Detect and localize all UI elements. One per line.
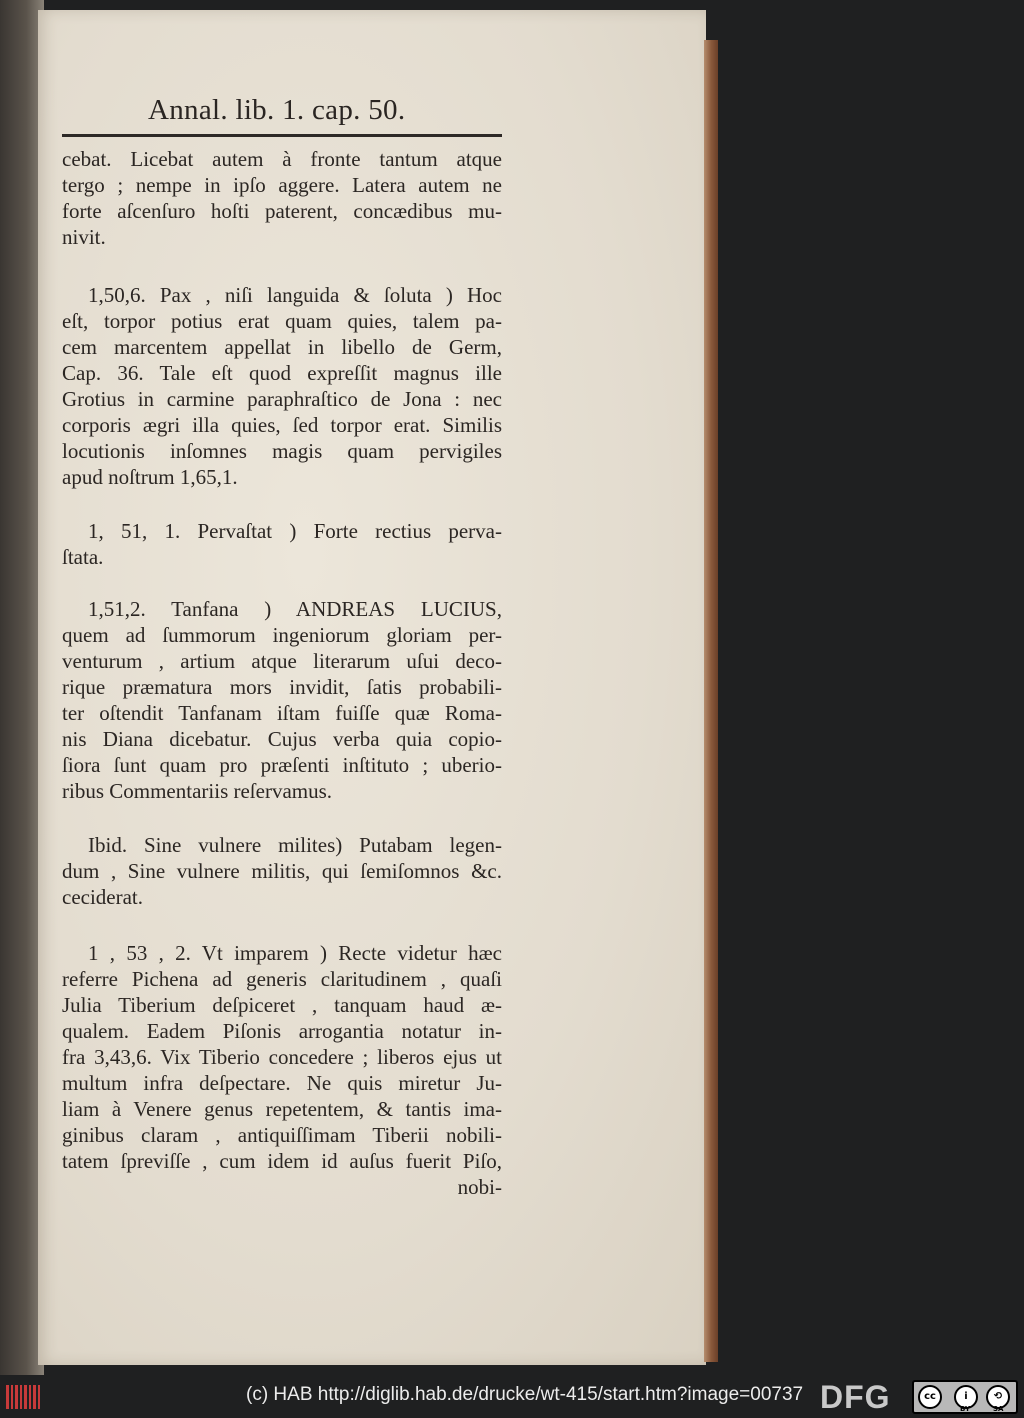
text-line: 1, 51, 1. Pervaſtat ) Forte rectius perva-: [88, 519, 502, 543]
text-line: nis Diana dicebatur. Cujus verba quia copio-: [62, 727, 502, 751]
cc-icon: cc: [918, 1385, 942, 1409]
attribution-link[interactable]: (c) HAB http://diglib.hab.de/drucke/wt-415/start.htm?image=00737: [246, 1384, 804, 1405]
text-line: forte aſcenſuro hoſti paterent, concædibus mu-: [62, 199, 502, 223]
running-head: Annal. lib. 1. cap. 50.: [148, 94, 406, 126]
text-line: dum , Sine vulnere militis, qui ſemiſomnos &c.: [62, 859, 502, 883]
text-line: cebat. Licebat autem à fronte tantum atque: [62, 147, 502, 171]
barcode-icon: [6, 1385, 40, 1409]
paragraph-6: [62, 940, 502, 1200]
text-line: liam à Venere genus repetentem, & tantis ima-: [62, 1097, 502, 1121]
cc-sa-label: SA: [993, 1405, 1004, 1413]
text-line: apud noſtrum 1,65,1.: [62, 465, 238, 489]
text-line: eſt, torpor potius erat quam quies, talem pa-: [62, 309, 502, 333]
paragraph-4: [62, 596, 502, 804]
paragraph-1: [62, 146, 502, 250]
text-line: ribus Commentariis reſervamus.: [62, 779, 333, 803]
text-line: ginibus claram , antiquiſſimam Tiberii nobili-: [62, 1123, 502, 1147]
text-line: qualem. Eadem Piſonis arrogantia notatur in-: [62, 1019, 502, 1043]
text-line: Ibid. Sine vulnere milites) Putabam legen-: [88, 833, 502, 857]
text-line: nivit.: [62, 225, 106, 249]
text-line: locutionis inſomnes magis quam pervigiles: [62, 439, 502, 463]
cc-by-label: BY: [960, 1405, 971, 1413]
paragraph-5: [62, 832, 502, 910]
text-line: quem ad ſummorum ingeniorum gloriam per-: [62, 623, 502, 647]
text-line: ter oſtendit Tanfanam iſtam fuiſſe quæ Roma-: [62, 701, 502, 725]
share-alike-icon: ⟲: [986, 1385, 1010, 1409]
viewer-footer: [0, 1375, 1024, 1418]
text-line: tergo ; nempe in ipſo aggere. Latera autem ne: [62, 173, 502, 197]
attribution-icon: i: [954, 1385, 978, 1409]
cc-license-badge[interactable]: [912, 1380, 1018, 1414]
text-line: cem marcentem appellat in libello de Germ,: [62, 335, 502, 359]
dfg-logo: DFG: [820, 1379, 891, 1415]
text-line: corporis ægri illa quies, ſed torpor erat. Similis: [62, 413, 502, 437]
text-line: 1 , 53 , 2. Vt imparem ) Recte videtur hæc: [88, 941, 502, 965]
page-fore-edge: [704, 40, 718, 1362]
text-line: fra 3,43,6. Vix Tiberio concedere ; liberos ejus ut: [62, 1045, 502, 1069]
text-line: Cap. 36. Tale eſt quod expreſſit magnus ille: [62, 361, 502, 385]
paragraph-3: [62, 518, 502, 570]
text-line: 1,51,2. Tanfana ) ANDREAS LUCIUS,: [88, 597, 502, 621]
text-line: ſtata.: [62, 545, 104, 569]
text-line: ceciderat.: [62, 885, 144, 909]
text-line: rique præmatura mors invidit, ſatis probabili-: [62, 675, 502, 699]
text-line: 1,50,6. Pax , niſi languida & ſoluta ) Hoc: [88, 283, 502, 307]
header-rule: [62, 134, 502, 137]
catchword: nobi-: [457, 1175, 502, 1199]
text-line: Grotius in carmine paraphraſtico de Jona : nec: [62, 387, 502, 411]
text-line: venturum , artium atque literarum uſui deco-: [62, 649, 502, 673]
text-line: tatem ſpreviſſe , cum idem id auſus fuerit Piſo,: [62, 1149, 502, 1173]
text-line: ſiora ſunt quam pro præſenti inſtituto ; uberio-: [62, 753, 502, 777]
text-line: referre Pichena ad generis claritudinem , quaſi: [62, 967, 502, 991]
paragraph-2: [62, 282, 502, 490]
text-line: multum infra deſpectare. Ne quis miretur Ju-: [62, 1071, 502, 1095]
text-line: Julia Tiberium deſpiceret , tanquam haud æ-: [62, 993, 502, 1017]
